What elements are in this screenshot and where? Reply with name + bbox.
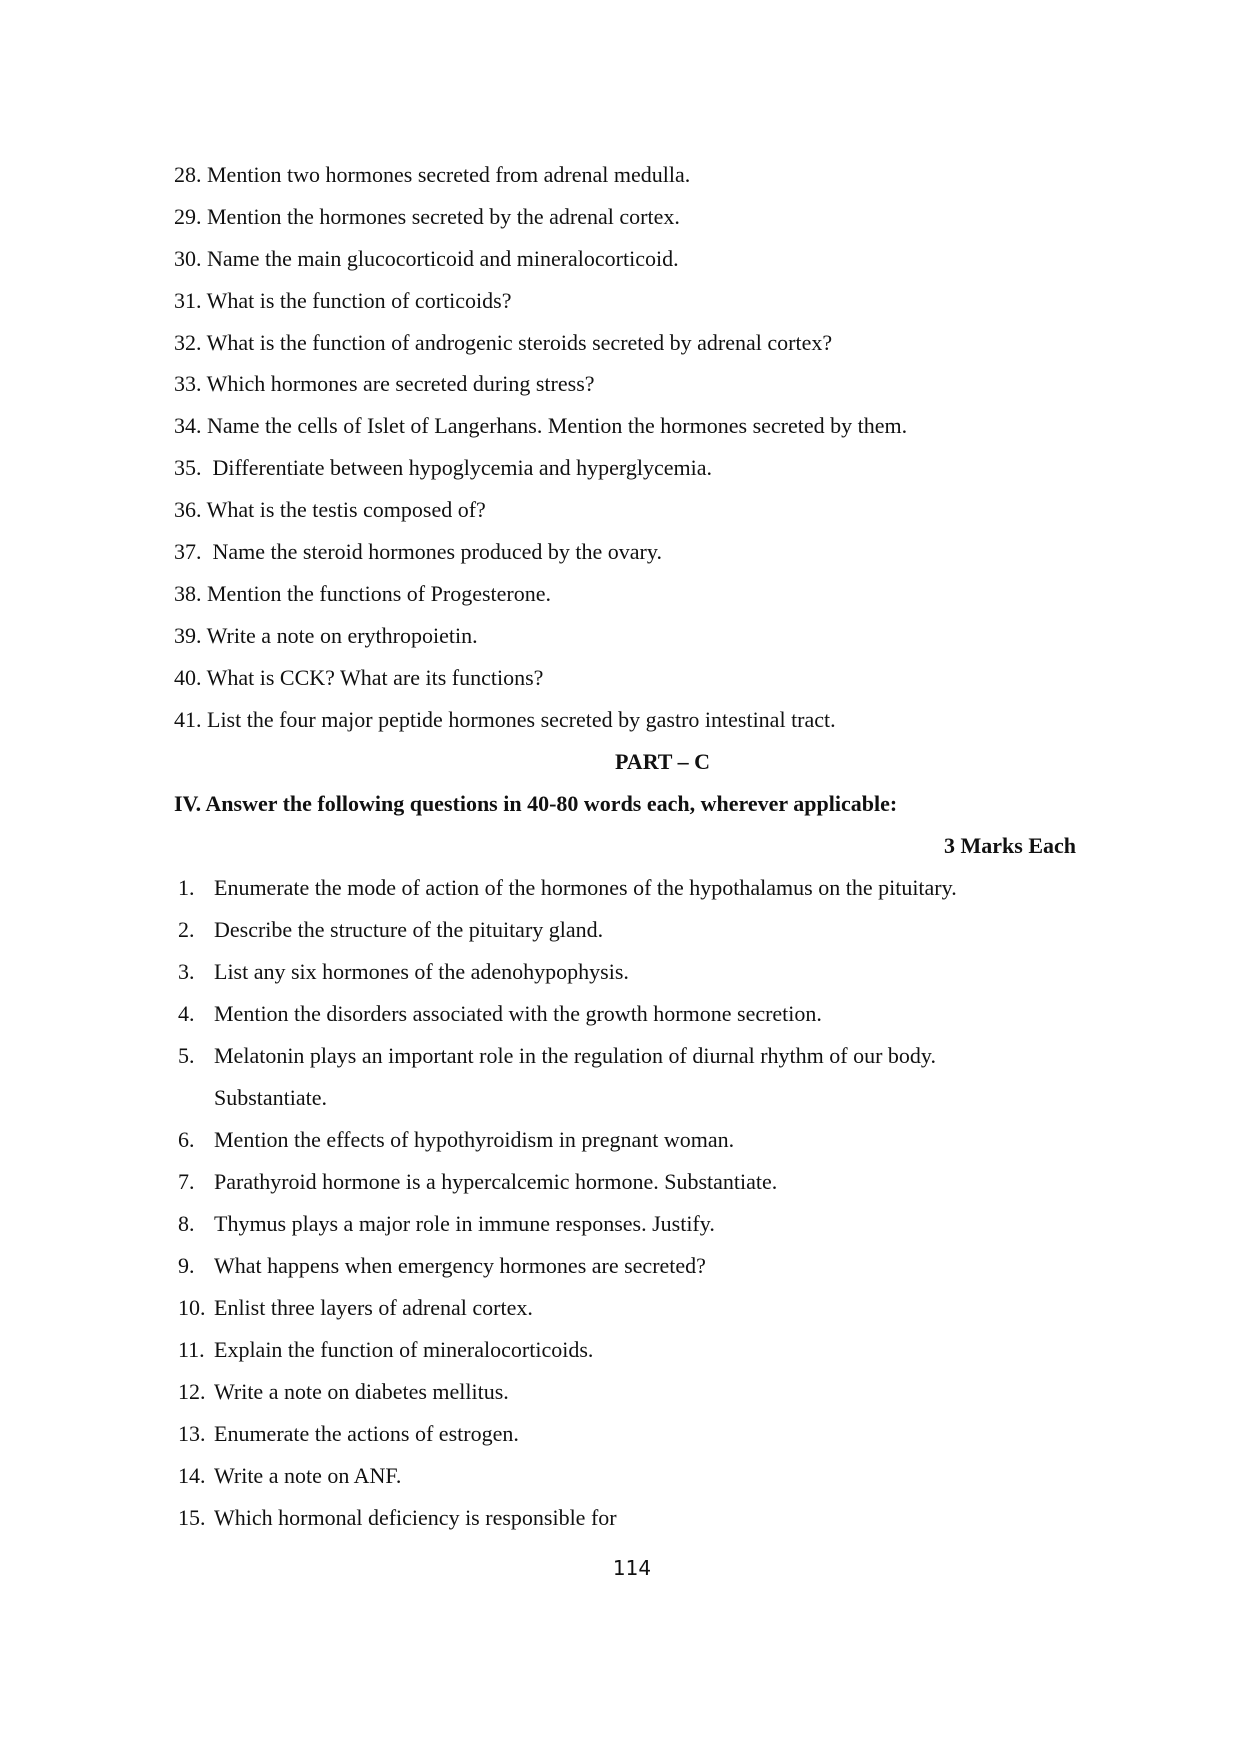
question-text: Enumerate the actions of estrogen.	[214, 1421, 519, 1446]
question-number: 11.	[178, 1337, 205, 1362]
question-text: Write a note on ANF.	[214, 1463, 402, 1488]
question-38: 38. Mention the functions of Progesterone.	[174, 581, 551, 606]
marks-label: 3 Marks Each	[944, 833, 1076, 858]
question-number: 14.	[178, 1463, 206, 1488]
question-31: 31. What is the function of corticoids?	[174, 288, 512, 313]
question-28: 28. Mention two hormones secreted from adrenal medulla.	[174, 162, 691, 187]
question-number: 5.	[178, 1043, 195, 1068]
question-36: 36. What is the testis composed of?	[174, 497, 486, 522]
question-number: 13.	[178, 1421, 206, 1446]
question-37: 37. Name the steroid hormones produced by the ovary.	[174, 539, 662, 564]
question-text: Thymus plays a major role in immune responses. Justify.	[214, 1211, 715, 1236]
question-35: 35. Differentiate between hypoglycemia and hyperglycemia.	[174, 455, 712, 480]
question-text: Enumerate the mode of action of the hormones of the hypothalamus on the pituitary.	[214, 875, 957, 900]
question-text: Write a note on diabetes mellitus.	[214, 1379, 509, 1404]
question-39: 39. Write a note on erythropoietin.	[174, 623, 478, 648]
question-40: 40. What is CCK? What are its functions?	[174, 665, 544, 690]
part-c-title: PART – C	[615, 749, 710, 774]
question-34: 34. Name the cells of Islet of Langerhans. Mention the hormones secreted by them.	[174, 413, 908, 438]
question-text: Mention the disorders associated with the growth hormone secretion.	[214, 1001, 822, 1026]
page-number: 114	[612, 1556, 652, 1580]
question-text: Which hormonal deficiency is responsible for	[214, 1505, 617, 1530]
question-number: 15.	[178, 1505, 206, 1530]
question-number: 9.	[178, 1253, 195, 1278]
question-number: 8.	[178, 1211, 195, 1236]
question-text: Enlist three layers of adrenal cortex.	[214, 1295, 533, 1320]
question-29: 29. Mention the hormones secreted by the adrenal cortex.	[174, 204, 680, 229]
question-number: 2.	[178, 917, 195, 942]
question-text-continuation: Substantiate.	[214, 1085, 328, 1110]
question-33: 33. Which hormones are secreted during stress?	[174, 371, 595, 396]
question-text: Melatonin plays an important role in the regulation of diurnal rhythm of our body.	[214, 1043, 936, 1068]
question-text: Describe the structure of the pituitary gland.	[214, 917, 604, 942]
question-text: Explain the function of mineralocorticoids.	[214, 1337, 594, 1362]
question-number: 3.	[178, 959, 195, 984]
question-text: Parathyroid hormone is a hypercalcemic hormone. Substantiate.	[214, 1169, 778, 1194]
question-32: 32. What is the function of androgenic steroids secreted by adrenal cortex?	[174, 330, 833, 355]
question-text: What happens when emergency hormones are secreted?	[214, 1253, 706, 1278]
question-number: 7.	[178, 1169, 195, 1194]
question-text: Mention the effects of hypothyroidism in pregnant woman.	[214, 1127, 735, 1152]
question-number: 10.	[178, 1295, 206, 1320]
question-text: List any six hormones of the adenohypophysis.	[214, 959, 629, 984]
question-30: 30. Name the main glucocorticoid and mineralocorticoid.	[174, 246, 679, 271]
question-41: 41. List the four major peptide hormones secreted by gastro intestinal tract.	[174, 707, 836, 732]
question-number: 6.	[178, 1127, 195, 1152]
part-c-instruction: IV. Answer the following questions in 40-80 words each, wherever applicable:	[174, 791, 898, 816]
question-number: 1.	[178, 875, 195, 900]
question-number: 4.	[178, 1001, 195, 1026]
question-number: 12.	[178, 1379, 206, 1404]
